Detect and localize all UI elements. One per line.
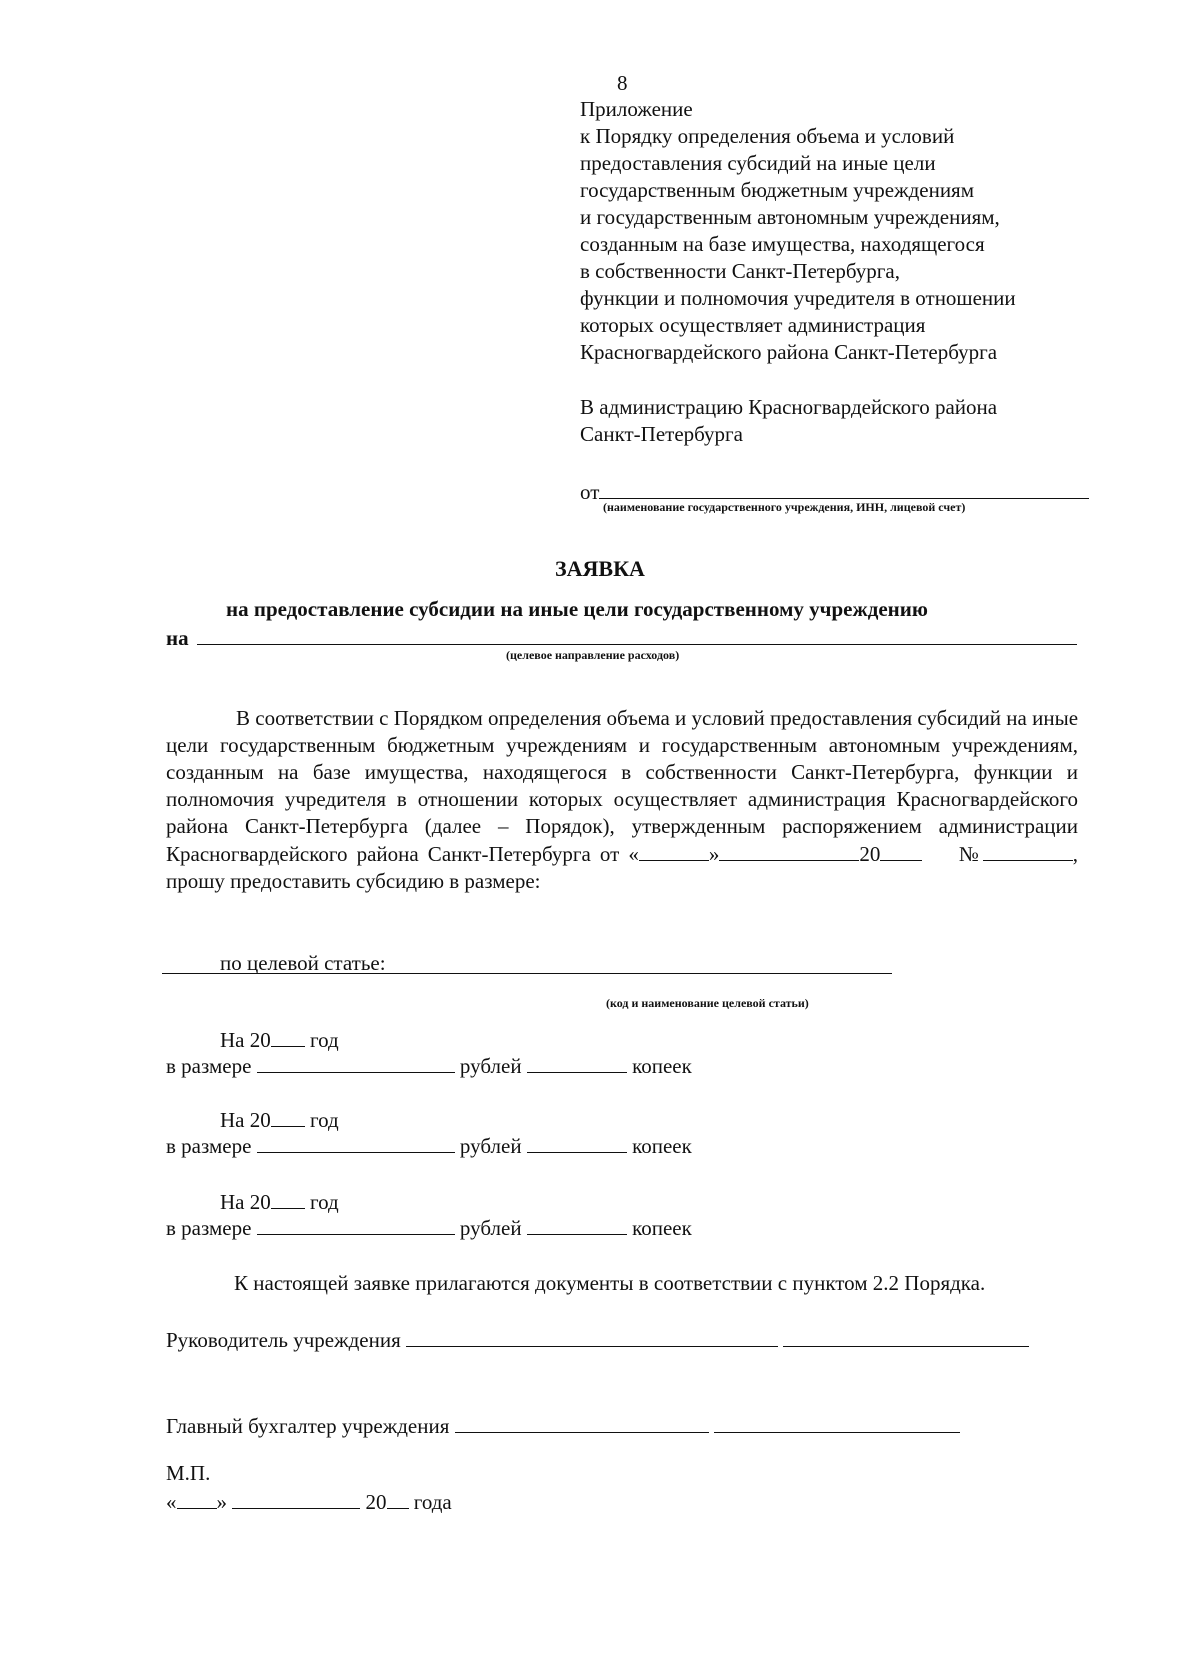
year-blank-field[interactable] bbox=[271, 1188, 305, 1209]
paragraph-text: В соответствии с Порядком определения объема и условий предоставления субсидий на иные цели государственным бюджетным учреждениям и государственным автономным учреждениям, созданным на базе имущества, находящегося в собственности Санкт-Петербурга, функции и полномочия учредителя в отношении которых осуществляет администрация Красногвардейского района Санкт-Петербурга (далее – Порядок), утвержденным распоряжением администрации Красногвардейского района Санкт-Петербурга от « bbox=[166, 706, 1079, 866]
amount-label: в размере bbox=[166, 1216, 252, 1240]
rubles-label: рублей bbox=[459, 1054, 522, 1078]
from-caption: (наименование государственного учреждения, ИНН, лицевой счет) bbox=[603, 500, 966, 514]
appendix-line: Приложение bbox=[580, 97, 693, 121]
head-signature-row bbox=[166, 1326, 1029, 1354]
number-blank-field[interactable] bbox=[983, 840, 1073, 861]
addressee bbox=[580, 394, 1100, 448]
head-signature-field[interactable] bbox=[406, 1326, 778, 1347]
page-number: 8 bbox=[617, 71, 628, 95]
year-label: На 20 bbox=[220, 1108, 271, 1132]
accountant-signature-label: Главный бухгалтер учреждения bbox=[166, 1414, 450, 1438]
paragraph-text-end: , прошу предоставить субсидию в размере: bbox=[166, 842, 1078, 893]
head-name-field[interactable] bbox=[783, 1326, 1029, 1347]
kopecks-blank-field[interactable] bbox=[527, 1214, 627, 1235]
purpose-line bbox=[166, 624, 1082, 651]
year-suffix: год bbox=[310, 1190, 339, 1214]
kopecks-label: копеек bbox=[632, 1134, 692, 1158]
number-sign: № bbox=[958, 842, 983, 866]
accountant-name-field[interactable] bbox=[714, 1412, 960, 1433]
rubles-blank-field[interactable] bbox=[257, 1132, 455, 1153]
purpose-blank-field[interactable] bbox=[197, 624, 1077, 645]
amount-label: в размере bbox=[166, 1054, 252, 1078]
year-suffix: год bbox=[310, 1028, 339, 1052]
quote-close: » bbox=[708, 842, 720, 866]
appendix-line: к Порядку определения объема и условий bbox=[580, 124, 955, 148]
rubles-label: рублей bbox=[459, 1216, 522, 1240]
accountant-signature-field[interactable] bbox=[455, 1412, 709, 1433]
year-prefix: 20 bbox=[859, 842, 881, 866]
date-year-field[interactable] bbox=[387, 1488, 409, 1509]
from-blank-field[interactable] bbox=[599, 478, 1089, 499]
year-suffix: год bbox=[310, 1108, 339, 1132]
year-blank-field[interactable] bbox=[880, 840, 922, 861]
appendix-line: которых осуществляет администрация bbox=[580, 313, 926, 337]
year-row bbox=[220, 1188, 339, 1216]
accountant-signature-row bbox=[166, 1412, 960, 1440]
stamp-label: М.П. bbox=[166, 1461, 211, 1485]
appendix-line: государственным бюджетным учреждениям bbox=[580, 178, 975, 202]
attachment-note: К настоящей заявке прилагаются документы в соответствии с пунктом 2.2 Порядка. bbox=[234, 1271, 986, 1295]
day-blank-field[interactable] bbox=[639, 840, 709, 861]
appendix-line: функции и полномочия учредителя в отношении bbox=[580, 286, 1016, 310]
year-blank-field[interactable] bbox=[271, 1106, 305, 1127]
addressee-line: В администрацию Красногвардейского района bbox=[580, 395, 998, 419]
year-row bbox=[220, 1026, 339, 1054]
date-year-suffix: года bbox=[413, 1490, 452, 1514]
year-row bbox=[220, 1106, 339, 1134]
amount-row bbox=[166, 1052, 692, 1080]
target-blank-field[interactable] bbox=[162, 972, 892, 974]
purpose-caption: (целевое направление расходов) bbox=[506, 648, 680, 662]
appendix-header bbox=[580, 96, 1100, 366]
year-label: На 20 bbox=[220, 1028, 271, 1052]
date-close-quote: » bbox=[216, 1490, 227, 1514]
target-label: по целевой статье: bbox=[220, 951, 386, 975]
head-signature-label: Руководитель учреждения bbox=[166, 1328, 401, 1352]
kopecks-label: копеек bbox=[632, 1054, 692, 1078]
date-row bbox=[166, 1488, 452, 1516]
kopecks-blank-field[interactable] bbox=[527, 1052, 627, 1073]
appendix-line: и государственным автономным учреждениям, bbox=[580, 205, 1000, 229]
target-caption: (код и наименование целевой статьи) bbox=[606, 996, 809, 1010]
kopecks-blank-field[interactable] bbox=[527, 1132, 627, 1153]
date-day-field[interactable] bbox=[177, 1488, 217, 1509]
appendix-line: в собственности Санкт-Петербурга, bbox=[580, 259, 900, 283]
month-blank-field[interactable] bbox=[719, 840, 859, 861]
year-blank-field[interactable] bbox=[271, 1026, 305, 1047]
rubles-blank-field[interactable] bbox=[257, 1214, 455, 1235]
amount-row bbox=[166, 1132, 692, 1160]
rubles-blank-field[interactable] bbox=[257, 1052, 455, 1073]
addressee-line: Санкт-Петербурга bbox=[580, 422, 743, 446]
year-label: На 20 bbox=[220, 1190, 271, 1214]
main-paragraph bbox=[166, 705, 1078, 895]
purpose-label: на bbox=[166, 626, 189, 650]
rubles-label: рублей bbox=[459, 1134, 522, 1158]
amount-label: в размере bbox=[166, 1134, 252, 1158]
document-subtitle: на предоставление субсидии на иные цели государственному учреждению bbox=[226, 597, 928, 621]
from-label: от bbox=[580, 480, 600, 504]
date-open-quote: « bbox=[166, 1490, 177, 1514]
appendix-line: предоставления субсидий на иные цели bbox=[580, 151, 936, 175]
document-title: ЗАЯВКА bbox=[555, 556, 645, 581]
appendix-line: Красногвардейского района Санкт-Петербурга bbox=[580, 340, 998, 364]
appendix-line: созданным на базе имущества, находящегося bbox=[580, 232, 985, 256]
amount-row bbox=[166, 1214, 692, 1242]
date-month-field[interactable] bbox=[232, 1488, 360, 1509]
date-year-prefix: 20 bbox=[365, 1490, 387, 1514]
kopecks-label: копеек bbox=[632, 1216, 692, 1240]
